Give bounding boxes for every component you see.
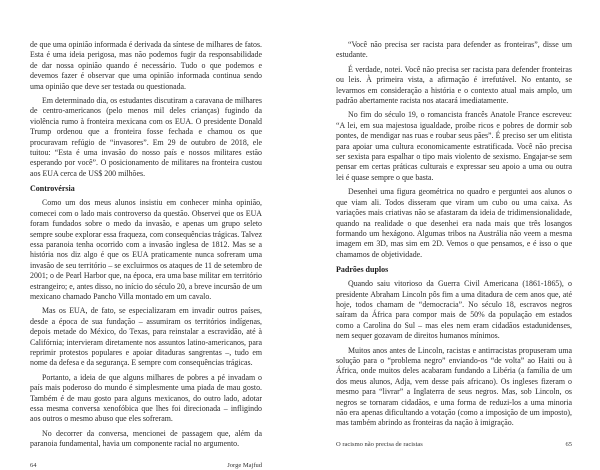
- right-page-body: [336, 40, 572, 433]
- paragraph: de que uma opinião informada é derivada da síntese de milhares de fatos. Esta é uma ideia perigosa, mas não podemos fugir da responsabilidade de dar nossa opinião quando é necessário. Tudo o que podemos e devemos fazer é observar que uma opinião informada continua sendo uma opinião que deve ser testada ou questionada.: [30, 40, 262, 91]
- right-page-footer: [336, 433, 572, 449]
- page-number: 64: [30, 461, 37, 469]
- right-page: [336, 40, 572, 449]
- left-page: [30, 40, 262, 470]
- paragraph: No decorrer da conversa, mencionei de passagem que, além da paranoia fundamental, havia um componente racial no argumento.: [30, 428, 262, 449]
- left-page-body: [30, 40, 262, 454]
- paragraph: Como um dos meus alunos insistiu em conhecer minha opinião, comecei com o lado mais controverso da questão. Observei que os EUA foram fundados sobre o medo da invasão, e apenas um grupo seleto sempre soube explorar essa fraqueza, com consequências trágicas. Talvez essa paranoia tenha ocorrido com a invasão inglesa de 1812. Mas se a história nos diz algo é que os EUA praticamente nunca sofreram uma invasão de seu território – se excluirmos os ataques de 11 de setembro de 2001; o de Pearl Harbor que, na época, era uma base militar em território estrangeiro; e, antes disso, no início do século 20, a breve incursão de um mexicano chamado Pancho Villa montado em um cavalo.: [30, 198, 262, 301]
- paragraph: É verdade, notei. Você não precisa ser racista para defender fronteiras ou leis. À primeira vista, a afirmação é irrefutável. No entanto, se levarmos em consideração a história e o contexto atual mais amplo, um padrão abertamente racista nos atacará imediatamente.: [336, 64, 572, 106]
- paragraph: No fim do século 19, o romancista francês Anatole France escreveu: “A lei, em sua majestosa igualdade, proíbe ricos e pobres de dormir sob pontes, de mendigar nas ruas e roubar seus pães”. É preciso ser um elitista para apoiar uma cultura economicamente estratificada. Você não precisa ser sexista para espalhar o tipo mais violento de sexismo. Engajar-se sem pensar em certas práticas culturais e expressar seu apoio a uma ou outra lei é quase sempre o que basta.: [336, 110, 572, 182]
- paragraph: Muitos anos antes de Lincoln, racistas e antirracistas propuseram uma solução para o “problema negro” enviando-os “de volta” ao Haiti ou à África, onde muitos deles acabaram fundando a Libéria (a família de um dos meus alunos, Adja, vem desse país africano). Os ingleses fizeram o mesmo para “livrar” a Inglaterra de seus negros. Mas, sob Lincoln, os negros se tornaram cidadãos, e uma forma de reduzi-los a uma minoria não era apenas dificultando a votação (como a imposição de um imposto), mas também abrindo as fronteiras da nação à imigração.: [336, 345, 572, 428]
- page-number: 65: [565, 440, 572, 448]
- paragraph: “Você não precisa ser racista para defender as fronteiras”, disse um estudante.: [336, 40, 572, 60]
- section-heading: Controvérsia: [30, 184, 75, 194]
- paragraph: Desenhei uma figura geométrica no quadro e perguntei aos alunos o que viam ali. Todos disseram que viram um cubo ou uma caixa. As variações mais criativas não se afastaram da ideia de tridimensionalidade, quando na realidade o que desenhei era nada mais que três losangos formando um hexágono. Algumas tribos na Austrália não veem a mesma imagem em 3D, mas sim em 2D. Vemos o que pensamos, e é isso o que chamamos de objetividade.: [336, 187, 572, 259]
- paragraph: Quando saiu vitorioso da Guerra Civil Americana (1861-1865), o presidente Abraham Lincoln pôs fim a uma ditadura de cem anos que, até hoje, todos chamam de “democracia”. No século 18, escravos negros saíram da África para compor mais de 50% da população em estados como a Carolina do Sul – mas eles nem eram cidadãos estadunidenses, nem sequer gozavam de direitos humanos mínimos.: [336, 279, 572, 341]
- left-page-footer: [30, 454, 262, 470]
- running-footer-author: Jorge Majfud: [227, 461, 262, 469]
- paragraph: Portanto, a ideia de que alguns milhares de pobres a pé invadam o país mais poderoso do mundo é simplesmente uma piada de mau gosto. Também é de mau gosto para alguns mexicanos, do outro lado, adotar essa mesma conversa xenofóbica que lhes foi direcionada – infligindo aos outros o mesmo abuso que eles sofreram.: [30, 372, 262, 424]
- running-footer-title: O racismo não precisa de racistas: [336, 440, 423, 448]
- paragraph: Em determinado dia, os estudantes discutiram a caravana de milhares de centro-americanos (pelo menos mil deles crianças) fugindo da violência rumo à fronteira mexicana com os EUA. O presidente Donald Trump ordenou que a fronteira fosse fechada e chamou os que procuravam refúgio de “invasores”. Em 29 de outubro de 2018, ele tuitou: “Esta é uma invasão do nosso país e nossos militares estão esperando por você”. O posicionamento de militares na fronteira custou aos EUA cerca de US$ 200 milhões.: [30, 96, 262, 178]
- section-heading: Padrões duplos: [336, 265, 389, 275]
- paragraph: Mas os EUA, de fato, se especializaram em invadir outros países, desde a época de sua fundação – assumiram os territórios indígenas, depois metade do México, do Texas, para reinstalar a escravidão, até à Califórnia; intervieram diretamente nos assuntos latino-americanos, para reprimir protestos populares e apoiar ditaduras sangrentas –, tudo em nome da defesa e da segurança. E sempre com consequências trágicas.: [30, 306, 262, 368]
